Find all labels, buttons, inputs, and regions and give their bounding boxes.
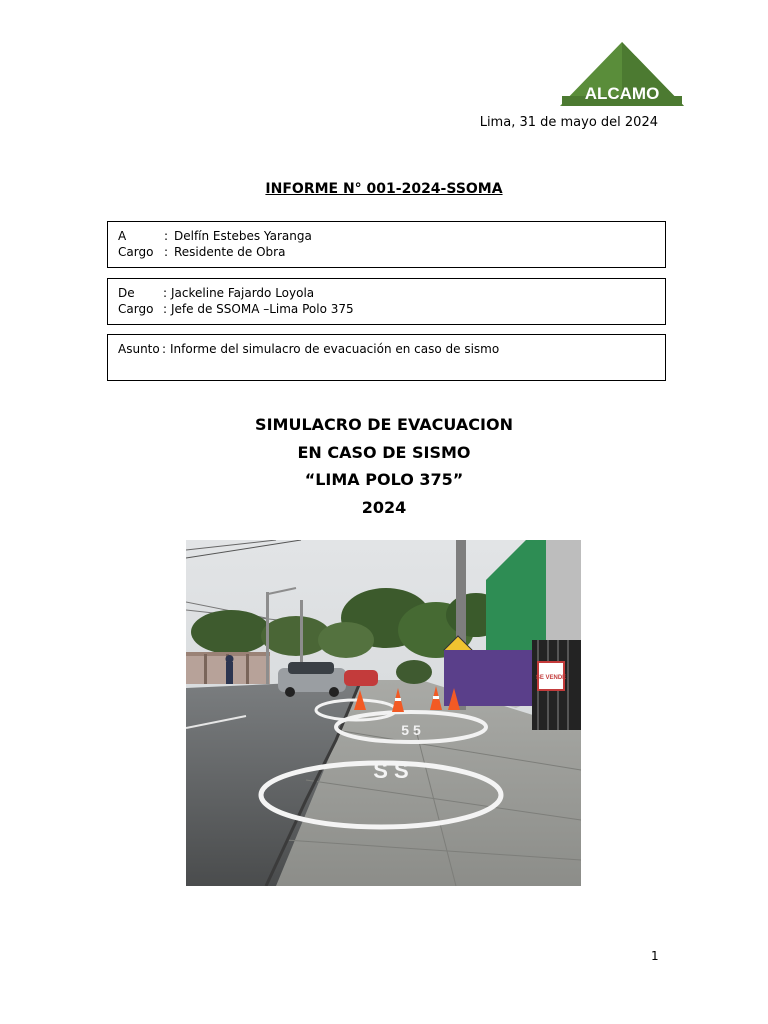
subject-label: Asunto xyxy=(118,342,160,356)
subject-row xyxy=(118,341,655,357)
subject-text: Informe del simulacro de evacuación en caso de sismo xyxy=(170,342,500,356)
page-number: 1 xyxy=(651,949,659,963)
evacuation-drill-photo xyxy=(186,540,581,886)
recipient-label: A xyxy=(118,229,127,243)
sender-row xyxy=(118,285,655,301)
sale-sign-text: SE VENDE xyxy=(535,675,567,681)
recipient-role-label: Cargo xyxy=(118,245,154,259)
logo-text: ALCAMO xyxy=(584,84,660,103)
main-title-line: 2024 xyxy=(361,497,407,517)
report-title: INFORME N° 001-2024-SSOMA xyxy=(265,181,503,197)
recipient-row xyxy=(118,228,655,244)
separator: : xyxy=(163,286,168,300)
sender-role-row xyxy=(118,301,655,317)
sender-label: De xyxy=(118,286,135,300)
document-date: Lima, 31 de mayo del 2024 xyxy=(479,115,658,130)
main-title-line: “LIMA POLO 375” xyxy=(304,470,464,489)
separator: : xyxy=(163,302,168,316)
recipient-role: Residente de Obra xyxy=(174,245,286,259)
separator: : xyxy=(164,245,169,259)
main-title-line: EN CASO DE SISMO xyxy=(297,442,471,462)
recipient-role-row xyxy=(118,244,655,260)
sender-box xyxy=(107,278,666,325)
separator: : xyxy=(164,229,169,243)
subject-box xyxy=(107,334,666,381)
sender-role: Jefe de SSOMA –Lima Polo 375 xyxy=(171,302,354,316)
sender-role-label: Cargo xyxy=(118,302,154,316)
main-title-line: SIMULACRO DE EVACUACION xyxy=(255,415,513,434)
recipient-name: Delfín Estebes Yaranga xyxy=(174,229,312,243)
recipient-box xyxy=(107,221,666,268)
company-logo xyxy=(556,40,688,112)
separator: : xyxy=(162,342,167,356)
svg-text:5 5: 5 5 xyxy=(401,722,421,738)
svg-text:S S: S S xyxy=(373,758,409,783)
main-title xyxy=(0,411,768,521)
sender-name: Jackeline Fajardo Loyola xyxy=(171,286,315,300)
